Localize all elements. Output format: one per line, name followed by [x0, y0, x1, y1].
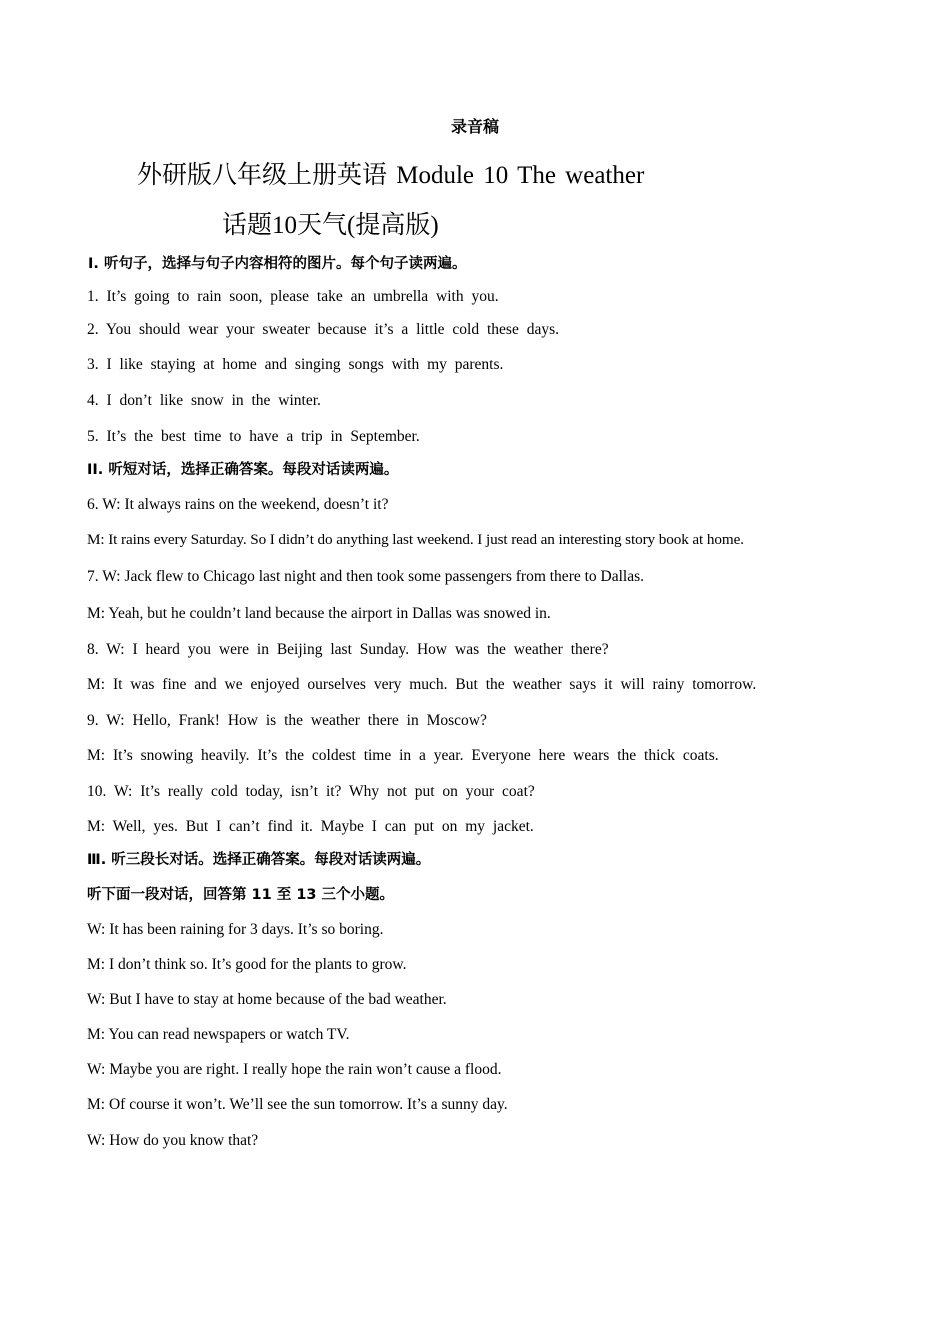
- doc-label: 录音稿: [450, 117, 499, 136]
- section-3-line: W: How do you know that?: [87, 1132, 259, 1149]
- section-3-line: M: Of course it won’t. We’ll see the sun tomorrow. It’s a sunny day.: [87, 1096, 508, 1113]
- section-3-line: M: You can read newspapers or watch TV.: [87, 1026, 350, 1043]
- section-2-line: 10. W: It’s really cold today, isn’t it? Why not put on your coat?: [87, 783, 535, 800]
- section-3-line: W: It has been raining for 3 days. It’s so boring.: [87, 921, 384, 938]
- section-1-item: 1. It’s going to rain soon, please take an umbrella with you.: [87, 288, 499, 305]
- section-1-item: 5. It’s the best time to have a trip in September.: [87, 428, 420, 445]
- section-2-line: 9. W: Hello, Frank! How is the weather there in Moscow?: [87, 712, 487, 729]
- section-3-line: W: Maybe you are right. I really hope the rain won’t cause a flood.: [87, 1061, 502, 1078]
- section-3-line: W: But I have to stay at home because of the bad weather.: [87, 991, 447, 1008]
- document-title: 外研版八年级上册英语 Module 10 The weather: [137, 162, 645, 189]
- section-2-heading: II. 听短对话，选择正确答案。每段对话读两遍。: [87, 462, 399, 478]
- section-2-line: M: Yeah, but he couldn’t land because the airport in Dallas was snowed in.: [87, 605, 551, 622]
- section-2-line: 8. W: I heard you were in Beijing last Sunday. How was the weather there?: [87, 641, 609, 658]
- section-2-line: M: Well, yes. But I can’t find it. Maybe I can put on my jacket.: [87, 818, 534, 835]
- section-2-line: M: It’s snowing heavily. It’s the coldest time in a year. Everyone here wears the thick coats.: [87, 747, 719, 764]
- section-1-item: 3. I like staying at home and singing songs with my parents.: [87, 356, 504, 373]
- section-2-line: 7. W: Jack flew to Chicago last night and then took some passengers from there to Dallas.: [87, 568, 645, 585]
- section-1-item: 2. You should wear your sweater because it’s a little cold these days.: [87, 321, 560, 338]
- section-2-line: M: It was fine and we enjoyed ourselves very much. But the weather says it will rainy tomorrow.: [87, 676, 757, 693]
- section-2-line: 6. W: It always rains on the weekend, doesn’t it?: [87, 496, 389, 513]
- section-3-subheading: 听下面一段对话，回答第 11 至 13 三个小题。: [87, 887, 395, 903]
- section-1-heading: Ⅰ. 听句子，选择与句子内容相符的图片。每个句子读两遍。: [88, 256, 467, 272]
- section-2-line: M: It rains every Saturday. So I didn’t do anything last weekend. I just read an interesting story book at home.: [87, 531, 744, 548]
- section-3-line: M: I don’t think so. It’s good for the plants to grow.: [87, 956, 407, 973]
- section-1-item: 4. I don’t like snow in the winter.: [87, 392, 321, 409]
- section-3-heading: Ⅲ. 听三段长对话。选择正确答案。每段对话读两遍。: [87, 852, 431, 868]
- document-subtitle: 话题10天气(提高版): [222, 212, 439, 239]
